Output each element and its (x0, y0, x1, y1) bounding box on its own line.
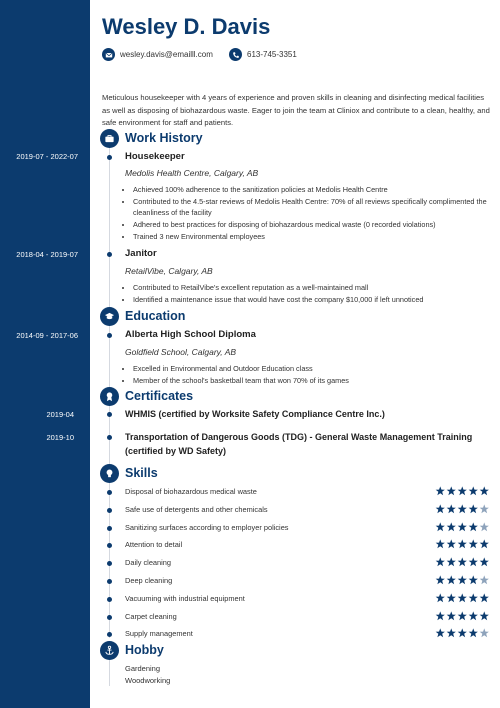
timeline-dot (107, 435, 112, 440)
skill-rating (435, 504, 490, 514)
star-filled-icon (457, 504, 468, 514)
work-history-heading: Work History (125, 131, 203, 145)
job-bullets (124, 184, 500, 243)
star-filled-icon (468, 593, 479, 603)
star-empty-icon (479, 522, 490, 532)
email-text: wesley.davis@emailll.com (120, 50, 213, 59)
certificate-name: WHMIS (certified by Worksite Safety Compliance Centre Inc.) (125, 409, 385, 419)
timeline-dot (107, 632, 112, 637)
skill-name: Sanitizing surfaces according to employer policies (125, 522, 289, 532)
degree-title: Alberta High School Diploma (125, 329, 256, 340)
education-dates: 2014-09 - 2017-06 (16, 331, 78, 340)
skill-name: Disposal of biohazardous medical waste (125, 487, 257, 496)
star-filled-icon (457, 593, 468, 603)
timeline-dot (107, 155, 112, 160)
skill-name: Attention to detail (125, 540, 183, 550)
timeline-dot (107, 508, 112, 513)
star-filled-icon (446, 628, 457, 638)
star-filled-icon (468, 575, 479, 585)
lightbulb-icon (100, 464, 119, 483)
job-bullets (124, 282, 500, 305)
school-name: Goldfield School, Calgary, AB (125, 347, 237, 357)
skill-rating (435, 522, 490, 532)
star-filled-icon (435, 593, 446, 603)
list-item: • Trained 3 new Environmental employees (133, 231, 500, 243)
award-icon (100, 387, 119, 406)
star-filled-icon (479, 557, 490, 567)
skill-name: Carpet cleaning (125, 611, 177, 621)
education-bullets (124, 363, 500, 386)
star-filled-icon (435, 539, 446, 549)
timeline-dot (107, 579, 112, 584)
timeline-line (109, 146, 110, 312)
hobby-item: Gardening (125, 664, 161, 673)
list-item: • Contributed to the 4.5-star reviews of Medolis Health Centre: 70% of all reviews specifically complimented the cleanliness of the facility (133, 196, 500, 219)
star-filled-icon (468, 628, 479, 638)
skill-rating (435, 611, 490, 621)
star-filled-icon (457, 628, 468, 638)
list-item: • Achieved 100% adherence to the sanitization policies at Medolis Health Centre (133, 184, 500, 196)
star-filled-icon (446, 486, 457, 496)
star-filled-icon (457, 611, 468, 621)
job-title: Housekeeper (125, 151, 185, 162)
skill-name: Daily cleaning (125, 558, 172, 568)
skills-heading: Skills (125, 466, 158, 480)
timeline-dot (107, 333, 112, 338)
envelope-icon (102, 48, 115, 61)
star-empty-icon (479, 575, 490, 585)
hobby-heading: Hobby (125, 643, 164, 657)
job-title: Janitor (125, 248, 157, 259)
briefcase-icon (100, 129, 119, 148)
timeline-line (109, 658, 110, 686)
certificate-date: 2019-04 (46, 410, 74, 419)
timeline-dot (107, 490, 112, 495)
list-item: • Adhered to best practices for disposing of biohazardous medical waste (0 recorded violations) (133, 219, 500, 231)
star-filled-icon (435, 522, 446, 532)
star-filled-icon (479, 593, 490, 603)
timeline-dot (107, 561, 112, 566)
star-filled-icon (479, 611, 490, 621)
star-filled-icon (435, 611, 446, 621)
timeline-dot (107, 252, 112, 257)
star-filled-icon (457, 539, 468, 549)
skill-rating (435, 557, 490, 567)
star-empty-icon (479, 628, 490, 638)
timeline-dot (107, 615, 112, 620)
education-heading: Education (125, 309, 186, 323)
skill-name: Supply management (125, 629, 193, 639)
employer: Medolis Health Centre, Calgary, AB (125, 168, 259, 178)
star-filled-icon (446, 593, 457, 603)
email-contact[interactable] (102, 48, 213, 61)
star-filled-icon (479, 486, 490, 496)
star-filled-icon (446, 611, 457, 621)
star-filled-icon (457, 486, 468, 496)
skill-rating (435, 575, 490, 585)
sidebar (0, 0, 90, 708)
employer: RetailVibe, Calgary, AB (125, 266, 213, 276)
star-filled-icon (435, 628, 446, 638)
professional-summary: Meticulous housekeeper with 4 years of experience and proven skills in cleaning and disinfecting medical facilities as well as disposing of biohazardous waste. Eager to join the team at Cliniox and contribute to a clean, healthy, and safe environment for staff and patients. (102, 93, 490, 127)
star-filled-icon (446, 557, 457, 567)
star-filled-icon (457, 557, 468, 567)
certificate-date: 2019-10 (46, 433, 74, 442)
list-item: • Member of the school's basketball team that won 70% of its games (133, 375, 500, 387)
star-filled-icon (457, 522, 468, 532)
certificate-name: Transportation of Dangerous Goods (TDG) - General Waste Management Training (certified by WD Safety) (125, 432, 473, 456)
star-filled-icon (446, 504, 457, 514)
skill-name: Vacuuming with industrial equipment (125, 593, 245, 603)
skill-name: Deep cleaning (125, 576, 173, 585)
certificates-heading: Certificates (125, 389, 194, 403)
skill-rating (435, 486, 490, 496)
list-item: • Contributed to RetailVibe's excellent reputation as a well-maintained mall (133, 282, 500, 294)
list-item: • Identified a maintenance issue that would have cost the company $10,000 if left unnoticed (133, 294, 500, 306)
job-dates: 2018-04 - 2019-07 (16, 250, 78, 259)
star-filled-icon (468, 522, 479, 532)
skill-rating (435, 628, 490, 638)
star-filled-icon (468, 539, 479, 549)
star-filled-icon (435, 575, 446, 585)
timeline-dot (107, 412, 112, 417)
star-filled-icon (446, 575, 457, 585)
star-filled-icon (435, 486, 446, 496)
timeline-dot (107, 543, 112, 548)
star-filled-icon (479, 539, 490, 549)
star-empty-icon (479, 504, 490, 514)
star-filled-icon (446, 522, 457, 532)
phone-contact[interactable] (229, 48, 297, 61)
skill-name: Safe use of detergents and other chemicals (125, 504, 268, 514)
anchor-icon (100, 641, 119, 660)
skill-rating (435, 539, 490, 549)
star-filled-icon (457, 575, 468, 585)
graduation-cap-icon (100, 307, 119, 326)
hobby-item: Woodworking (125, 676, 171, 685)
timeline-dot (107, 597, 112, 602)
star-filled-icon (435, 557, 446, 567)
star-filled-icon (468, 611, 479, 621)
star-filled-icon (435, 504, 446, 514)
star-filled-icon (446, 539, 457, 549)
star-filled-icon (468, 557, 479, 567)
list-item: • Excelled in Environmental and Outdoor Education class (133, 363, 500, 375)
skill-rating (435, 593, 490, 603)
candidate-name: Wesley D. Davis (102, 14, 271, 39)
star-filled-icon (468, 504, 479, 514)
job-dates: 2019-07 - 2022-07 (16, 152, 78, 161)
star-filled-icon (468, 486, 479, 496)
phone-icon (229, 48, 242, 61)
phone-text: 613-745-3351 (247, 50, 297, 59)
timeline-dot (107, 526, 112, 531)
